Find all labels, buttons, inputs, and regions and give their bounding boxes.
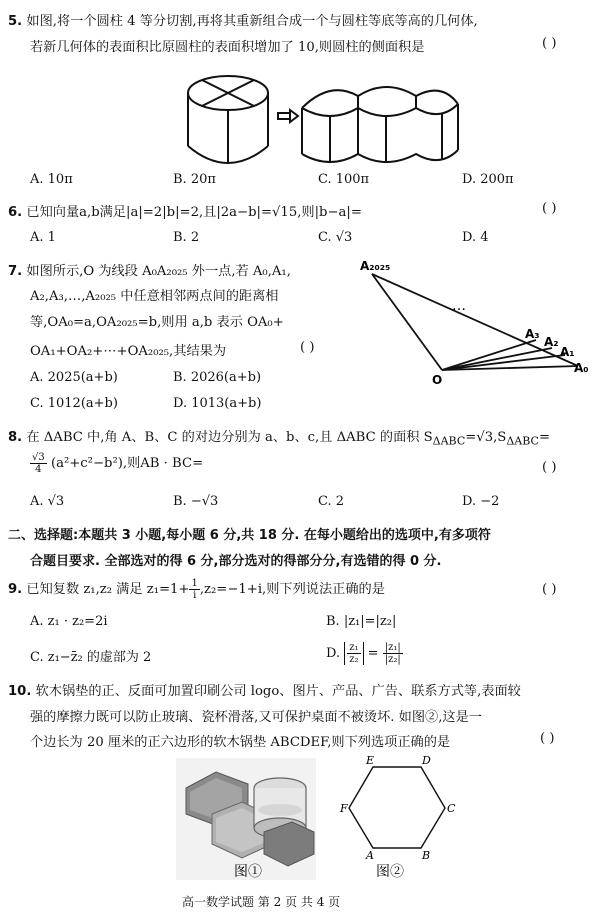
q7-label-a1: A₁: [560, 345, 575, 359]
q5-option-a: A. 10π: [30, 172, 73, 187]
q9-option-a: A. z₁ · z₂=2i: [30, 614, 108, 629]
q9-d-abs: $\frac{\text{z₁}}{\text{z₂}}$: [344, 642, 363, 665]
q8-option-c: C. 2: [318, 494, 345, 509]
section2-line1: 二、选择题:本题共 3 小题,每小题 6 分,共 18 分. 在每小题给出的选项中,有多项符: [8, 528, 491, 543]
q10-line1: 10. 软木锅垫的正、反面可加置印刷公司 logo、图片、产品、广告、联系方式等,表面较: [8, 684, 521, 699]
q9-d-fraction: $\frac{\text{|z₁|}}{\text{|z₂|}}$: [384, 642, 401, 665]
q10-line2: 强的摩擦力既可以防止玻璃、瓷杯滑落,又可保护桌面不被烫坏. 如图②,这是一: [30, 710, 482, 725]
q7-line1: 7. 如图所示,O 为线段 A₀A₂₀₂₅ 外一点,若 A₀,A₁,: [8, 264, 291, 279]
q7-segment-figure: [360, 259, 600, 387]
q6-number: 6.: [8, 205, 23, 220]
q7-label-a3: A₃: [525, 327, 540, 341]
q7-label-a2: A₂: [544, 335, 559, 349]
q7-line2: A₂,A₃,…,A₂₀₂₅ 中任意相邻两点间的距离相: [30, 289, 279, 304]
q7-label-dots: …: [452, 298, 466, 314]
q8-answer-paren: ( ): [542, 460, 557, 475]
q8-option-b: B. −√3: [173, 494, 219, 509]
q10-hexagon-figure: [340, 754, 456, 880]
q9-answer-paren: ( ): [542, 582, 557, 597]
q6-option-c: C. √3: [318, 230, 353, 245]
hex-label-f: F: [340, 802, 348, 815]
hex-label-d: D: [422, 754, 431, 767]
q7-label-a0: A₀: [574, 361, 589, 375]
q7-number: 7.: [8, 264, 23, 279]
hex-label-c: C: [447, 802, 456, 815]
q8-number: 8.: [8, 430, 23, 445]
q8-line2: $\frac{√3}{4}$ (a²+c²−b²),则AB · BC=: [32, 452, 204, 475]
q5-cylinder-figure: [180, 66, 540, 166]
q7-line3: 等,OA₀=a,OA₂₀₂₅=b,则用 a,b 表示 OA₀+: [30, 315, 284, 330]
q8-line1: 8. 在 ΔABC 中,角 A、B、C 的对边分别为 a、b、c,且 ΔABC 的面积 $S_{\Delta ABC}=√3,S_{\Delta ABC}=$: [8, 430, 550, 448]
hex-label-e: E: [366, 754, 375, 767]
q5-option-d: D. 200π: [462, 172, 514, 187]
q8-fraction: $\frac{√3}{4}$: [32, 452, 45, 475]
q5-option-c: C. 100π: [318, 172, 370, 187]
q9-option-c: C. z₁−z̄₂ 的虚部为 2: [30, 650, 152, 665]
q7-option-b: B. 2026(a+b): [173, 370, 262, 385]
q9-stem: 9. 已知复数 z₁,z₂ 满足 z₁=1+ $\frac{1}{i}$ ,z₂=−1+i,则下列说法正确的是: [8, 578, 385, 601]
q7-option-a: A. 2025(a+b): [30, 370, 118, 385]
q10-answer-paren: ( ): [540, 731, 555, 746]
q5-line1: 5. 如图,将一个圆柱 4 等分切割,再将其重新组合成一个与圆柱等底等高的几何体,: [8, 14, 478, 29]
q8-option-d: D. −2: [462, 494, 500, 509]
hex-label-b: B: [422, 849, 431, 862]
q10-fig2-caption: 图②: [376, 864, 404, 880]
q6-option-d: D. 4: [462, 230, 489, 245]
q7-label-o: O: [432, 373, 443, 387]
section2-line2: 合题目要求. 全部选对的得 6 分,部分选对的得部分分,有选错的得 0 分.: [30, 554, 442, 569]
q9-fraction: $\frac{1}{i}$: [191, 578, 198, 601]
q9-option-d: D. $\frac{\text{z₁}}{\text{z₂}}$ = $\frac{\text{|z₁|}}{\text{|z₂|}}$: [326, 642, 401, 665]
q6-option-a: A. 1: [30, 230, 56, 245]
q8-option-a: A. √3: [30, 494, 65, 509]
hex-label-a: A: [366, 849, 374, 862]
q10-fig1-caption: 图①: [234, 864, 262, 880]
q6-answer-paren: ( ): [542, 201, 557, 216]
q5-option-b: B. 20π: [173, 172, 216, 187]
q7-option-d: D. 1013(a+b): [173, 396, 262, 411]
page-footer: 高一数学试题 第 2 页 共 4 页: [182, 895, 341, 909]
q9-number: 9.: [8, 582, 23, 597]
q10-photo-figure: [176, 758, 316, 880]
q9-option-b: B. |z₁|=|z₂|: [326, 614, 397, 629]
q6-option-b: B. 2: [173, 230, 200, 245]
q5-answer-paren: ( ): [542, 36, 557, 51]
q7-label-a2025: A₂₀₂₅: [360, 259, 391, 273]
q5-number: 5.: [8, 14, 23, 29]
q5-line2: 若新几何体的表面积比原圆柱的表面积增加了 10,则圆柱的侧面积是: [30, 40, 425, 55]
q10-number: 10.: [8, 684, 32, 699]
q6-stem: 6. 已知向量a,b满足|a|=2|b|=2,且|2a−b|=√15,则|b−a|=: [8, 205, 362, 220]
q7-option-c: C. 1012(a+b): [30, 396, 118, 411]
q7-answer-paren: ( ): [300, 340, 315, 355]
q7-line4: OA₁+OA₂+⋯+OA₂₀₂₅,其结果为: [30, 344, 227, 359]
q10-line3: 个边长为 20 厘米的正六边形的软木锅垫 ABCDEF,则下列选项正确的是: [30, 735, 451, 750]
